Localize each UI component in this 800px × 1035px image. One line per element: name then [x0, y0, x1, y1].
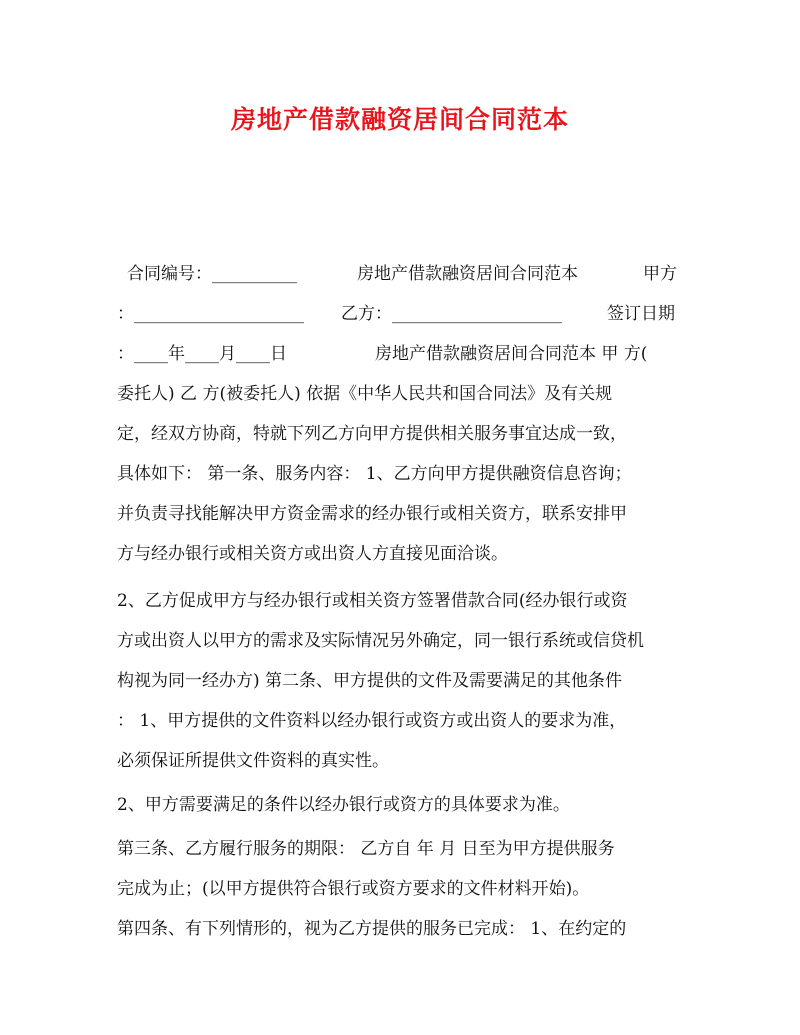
sign-date-field: ：____年____月____日: [117, 344, 287, 364]
header-doc-name: 房地产借款融资居间合同范本: [357, 264, 578, 284]
body-line: 第四条、有下列情形的，视为乙方提供的服务已完成： 1、在约定的: [117, 919, 627, 939]
body-line: ： 1、甲方提供的文件资料以经办银行或资方或出资人的要求为准，: [117, 711, 627, 731]
party-b-field: 乙方：____________________: [341, 304, 562, 324]
header-doc-name-2: 房地产借款融资居间合同范本 甲 方(: [375, 344, 648, 364]
body-line: 委托人) 乙 方(被委托人) 依据《中华人民共和国合同法》及有关规: [117, 384, 613, 404]
body-line: 方与经办银行或相关资方或出资人方直接见面洽谈。: [117, 544, 508, 564]
document-title: 房地产借款融资居间合同范本: [230, 105, 569, 134]
body-line: 定，经双方协商，特就下列乙方向甲方提供相关服务事宜达成一致，: [117, 424, 627, 444]
body-line: 必须保证所提供文件资料的真实性。: [117, 751, 389, 771]
sign-date-label: 签订日期: [607, 304, 675, 324]
body-line: 完成为止；(以甲方提供符合银行或资方要求的文件材料开始)。: [117, 879, 590, 899]
body-line: 具体如下： 第一条、服务内容： 1、乙方向甲方提供融资信息咨询；: [117, 464, 632, 484]
body-line: 方或出资人以甲方的需求及实际情况另外确定，同一银行系统或信贷机: [117, 631, 644, 651]
party-a-field: ：____________________: [117, 304, 304, 324]
body-line: 并负责寻找能解决甲方资金需求的经办银行或相关资方，联系安排甲: [117, 504, 627, 524]
party-a-label: 甲方: [643, 264, 677, 284]
body-line: 2、乙方促成甲方与经办银行或相关资方签署借款合同(经办银行或资: [117, 591, 628, 611]
contract-number-field: 合同编号：__________: [127, 264, 297, 284]
body-line: 2、甲方需要满足的条件以经办银行或资方的具体要求为准。: [117, 795, 570, 815]
body-line: 第三条、乙方履行服务的期限： 乙方自 年 月 日至为甲方提供服务: [117, 839, 615, 859]
body-line: 构视为同一经办方) 第二条、甲方提供的文件及需要满足的其他条件: [117, 671, 623, 691]
